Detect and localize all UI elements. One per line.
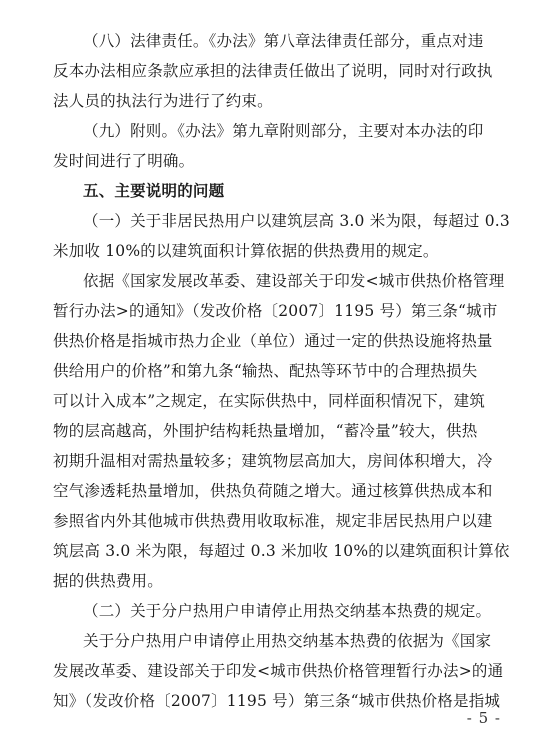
body-paragraph-line-10: 筑层高 3.0 米为限，每超过 0.3 米加收 10%的以建筑面积计算依 (53, 542, 510, 560)
body-paragraph-line-7: 初期升温相对需热量较多；建筑物层高加大，房间体积增大，冷 (53, 452, 493, 470)
body-paragraph-line-3: 供热价格是指城市热力企业（单位）通过一定的供热设施将热量 (53, 332, 493, 350)
body-paragraph-line-6: 物的层高越高，外围护结构耗热量增加，“蓄冷量”较大，供热 (53, 422, 478, 440)
body-paragraph-line-9: 参照省内外其他城市供热费用收取标准，规定非居民热用户以建 (53, 512, 493, 530)
body-paragraph-line-1: 依据《国家发展改革委、建设部关于印发<城市供热价格管理 (83, 272, 505, 290)
body-paragraph-2-line-2: 发展改革委、建设部关于印发<城市供热价格管理暂行办法>的通 (53, 662, 504, 680)
body-paragraph-line-2: 暂行办法>的通知》（发改价格〔2007〕1195 号）第三条“城市 (53, 302, 498, 320)
body-paragraph-2-line-3: 知》（发改价格〔2007〕1195 号）第三条“城市供热价格是指城 (53, 692, 501, 710)
body-paragraph-line-11: 据的供热费用。 (53, 572, 163, 590)
paragraph-9-line-2: 发时间进行了明确。 (53, 152, 195, 170)
page-number: - 5 - (466, 709, 501, 727)
body-paragraph-line-4: 供给用户的价格”和第九条“输热、配热等环节中的合理热损失 (53, 362, 478, 380)
paragraph-8-line-3: 法人员的执法行为进行了约束。 (53, 92, 273, 110)
subsection-2-title: （二）关于分户热用户申请停止用热交纳基本热费的规定。 (83, 602, 492, 620)
subsection-1-title-line-1: （一）关于非居民热用户以建筑层高 3.0 米为限，每超过 0.3 (83, 212, 510, 230)
subsection-1-title-line-2: 米加收 10%的以建筑面积计算依据的供热费用的规定。 (53, 242, 439, 260)
body-paragraph-line-8: 空气渗透耗热量增加，供热负荷随之增大。通过核算供热成本和 (53, 482, 493, 500)
section-5-heading: 五、主要说明的问题 (83, 181, 225, 200)
paragraph-8-line-2: 反本办法相应条款应承担的法律责任做出了说明，同时对行政执 (53, 62, 493, 80)
body-paragraph-2-line-1: 关于分户热用户申请停止用热交纳基本热费的依据为《国家 (83, 632, 492, 650)
paragraph-8-line-1: （八）法律责任。《办法》第八章法律责任部分，重点对违 (83, 32, 484, 50)
paragraph-9-line-1: （九）附则。《办法》第九章附则部分，主要对本办法的印 (83, 122, 484, 140)
body-paragraph-line-5: 可以计入成本”之规定，在实际供热中，同样面积情况下，建筑 (53, 392, 486, 410)
